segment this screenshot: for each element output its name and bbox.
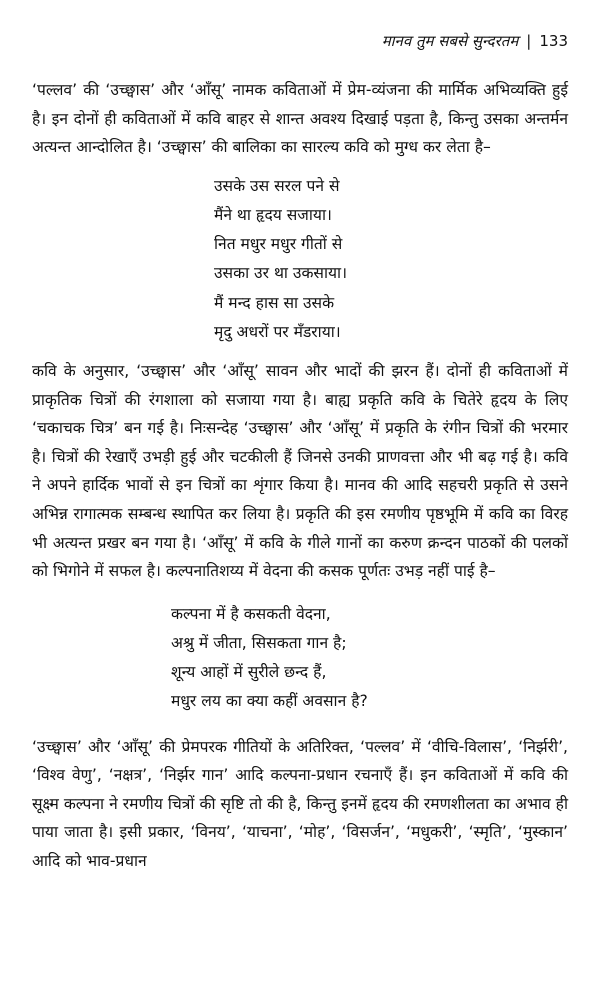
verse-line: कल्पना में है कसकती वेदना, <box>171 604 331 623</box>
verse-line: मैं मन्द हास सा उसके <box>214 293 335 312</box>
running-title: मानव तुम सबसे सुन्दरतम <box>381 32 519 50</box>
paragraph-1: ‘पल्लव’ की ‘उच्छ्वास’ और ‘आँसू’ नामक कविताओं में प्रेम-व्यंजना की मार्मिक अभिव्यक्ति हुई है। इन दोनों ही कविताओं में कवि बाहर से शान्त अवश्य दिखाई पड़ता है, किन्तु उसका अन्तर्मन अत्यन्त आन्दोलित है। ‘उच्छ्वास’ की बालिका का सारल्य कवि को मुग्ध कर लेता है– <box>32 81 568 157</box>
verse-line: मृदु अधरों पर मँडराया। <box>214 322 341 341</box>
verse-line: मैंने था हृदय सजाया। <box>214 205 332 224</box>
verse-block-2 <box>171 600 568 717</box>
verse-line: उसके उस सरल पने से <box>214 176 340 195</box>
verse-line: अश्रु में जीता, सिसकता गान है; <box>171 633 347 652</box>
page-number: 133 <box>539 32 568 50</box>
verse-line: उसका उर था उकसाया। <box>214 264 347 283</box>
header-separator: | <box>526 32 532 50</box>
verse-line: मधुर लय का क्या कहीं अवसान है? <box>171 692 368 711</box>
paragraph-2: कवि के अनुसार, ‘उच्छ्वास’ और ‘आँसू’ सावन और भादों की झरन हैं। दोनों ही कविताओं में प्राकृतिक चित्रों की रंगशाला को सजाया गया है। बाह्य प्रकृति कवि के चितेरे हृदय के लिए ‘चकाचक चित्र’ बन गई है। निःसन्देह ‘उच्छ्वास’ और ‘आँसू’ में प्रकृति के रंगीन चित्रों की भरमार है। चित्रों की रेखाएँ उभड़ी हुई और चटकीली हैं जिनसे उनकी प्राणवत्ता और भी बढ़ गई है। कवि ने अपने हार्दिक भावों से इन चित्रों का शृंगार किया है। मानव की आदि सहचरी प्रकृति से उसने अभिन्न रागात्मक सम्बन्ध स्थापित कर लिया है। प्रकृति की इस रमणीय पृष्ठभूमि में कवि का विरह भी अत्यन्त प्रखर बन गया है। ‘आँसू’ में कवि के गीले गानों का करुण क्रन्दन पाठकों की पलकों को भिगोने में सफल है। कल्पनातिशय्य में वेदना की कसक पूर्णतः उभड़ नहीं पाई है– <box>32 362 568 581</box>
verse-block-1 <box>214 172 568 347</box>
paragraph-3: ‘उच्छ्वास’ और ‘आँसू’ की प्रेमपरक गीतियों के अतिरिक्त, ‘पल्लव’ में ‘वीचि-विलास’, ‘निर्झरी’, ‘विश्व वेणु’, ‘नक्षत्र’, ‘निर्झर गान’ आदि कल्पना-प्रधान रचनाएँ हैं। इन कविताओं में कवि की सूक्ष्म कल्पना ने रमणीय चित्रों की सृष्टि तो की है, किन्तु इनमें हृदय की रमणशीलता का अभाव ही पाया जाता है। इसी प्रकार, ‘विनय’, ‘याचना’, ‘मोह’, ‘विसर्जन’, ‘मधुकरी’, ‘स्मृति’, ‘मुस्कान’ आदि को भाव-प्रधान <box>32 737 568 870</box>
verse-line: शून्य आहों में सुरीले छन्द हैं, <box>171 663 327 682</box>
verse-line: नित मधुर मधुर गीतों से <box>214 235 343 254</box>
running-header <box>32 30 568 52</box>
